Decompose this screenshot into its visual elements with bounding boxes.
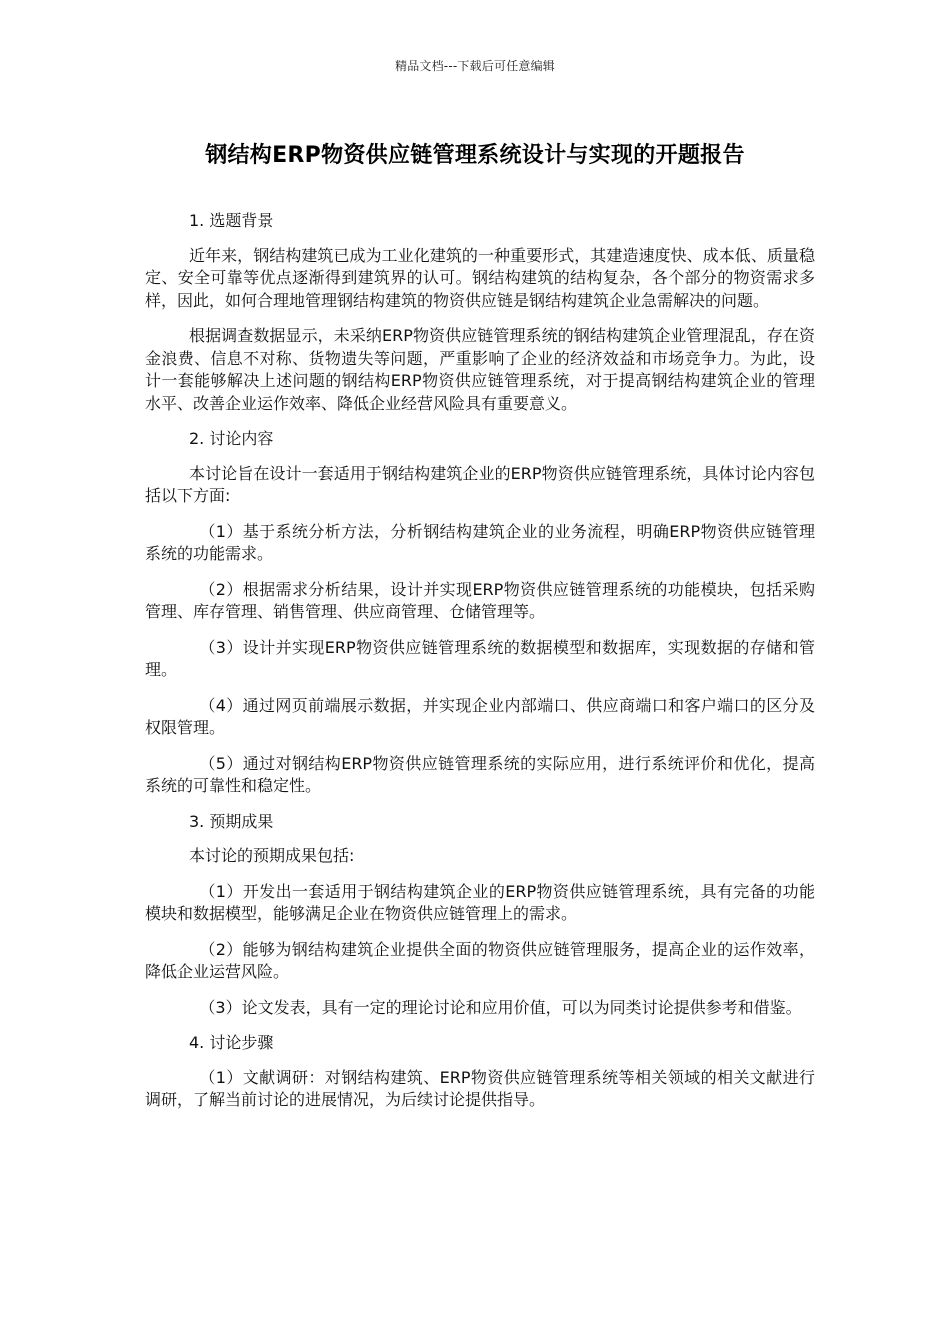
list-item: （2）能够为钢结构建筑企业提供全面的物资供应链管理服务，提高企业的运作效率，降低企业运营风险。 xyxy=(145,939,815,981)
list-item: （1）开发出一套适用于钢结构建筑企业的ERP物资供应链管理系统，具有完备的功能模块和数据模型，能够满足企业在物资供应链管理上的需求。 xyxy=(145,881,815,923)
section-heading-content: 2. 讨论内容 xyxy=(189,429,274,448)
section-heading-background: 1. 选题背景 xyxy=(189,211,274,230)
list-item: （4）通过网页前端展示数据，并实现企业内部端口、供应商端口和客户端口的区分及权限管理。 xyxy=(145,695,815,737)
section-heading-steps: 4. 讨论步骤 xyxy=(189,1033,274,1052)
paragraph: 本讨论的预期成果包括: xyxy=(189,846,355,865)
list-item: （2）根据需求分析结果，设计并实现ERP物资供应链管理系统的功能模块，包括采购管理、库存管理、销售管理、供应商管理、仓储管理等。 xyxy=(145,579,815,621)
page-header: 精品文档---下载后可任意编辑 xyxy=(395,59,555,73)
document-title: 钢结构ERP物资供应链管理系统设计与实现的开题报告 xyxy=(205,143,745,168)
list-item: （3）设计并实现ERP物资供应链管理系统的数据模型和数据库，实现数据的存储和管理。 xyxy=(145,637,815,679)
paragraph: 近年来，钢结构建筑已成为工业化建筑的一种重要形式，其建造速度快、成本低、质量稳定、安全可靠等优点逐渐得到建筑界的认可。钢结构建筑的结构复杂，各个部分的物资需求多样，因此，如何合理地管理钢结构建筑的物资供应链是钢结构建筑企业急需解决的问题。 xyxy=(145,245,815,310)
list-item: （1）文献调研：对钢结构建筑、ERP物资供应链管理系统等相关领域的相关文献进行调研，了解当前讨论的进展情况，为后续讨论提供指导。 xyxy=(145,1067,815,1109)
list-item: （3）论文发表，具有一定的理论讨论和应用价值，可以为同类讨论提供参考和借鉴。 xyxy=(199,997,802,1017)
paragraph: 本讨论旨在设计一套适用于钢结构建筑企业的ERP物资供应链管理系统，具体讨论内容包括以下方面: xyxy=(145,463,815,505)
paragraph: 根据调查数据显示，未采纳ERP物资供应链管理系统的钢结构建筑企业管理混乱，存在资金浪费、信息不对称、货物遗失等问题，严重影响了企业的经济效益和市场竞争力。为此，设计一套能够解决上述问题的钢结构ERP物资供应链管理系统，对于提高钢结构建筑企业的管理水平、改善企业运作效率、降低企业经营风险具有重要意义。 xyxy=(145,326,815,413)
list-item: （5）通过对钢结构ERP物资供应链管理系统的实际应用，进行系统评价和优化，提高系统的可靠性和稳定性。 xyxy=(145,753,815,795)
document-body xyxy=(145,210,815,1125)
section-heading-outcomes: 3. 预期成果 xyxy=(189,811,274,831)
list-item: （1）基于系统分析方法，分析钢结构建筑企业的业务流程，明确ERP物资供应链管理系统的功能需求。 xyxy=(145,521,815,563)
